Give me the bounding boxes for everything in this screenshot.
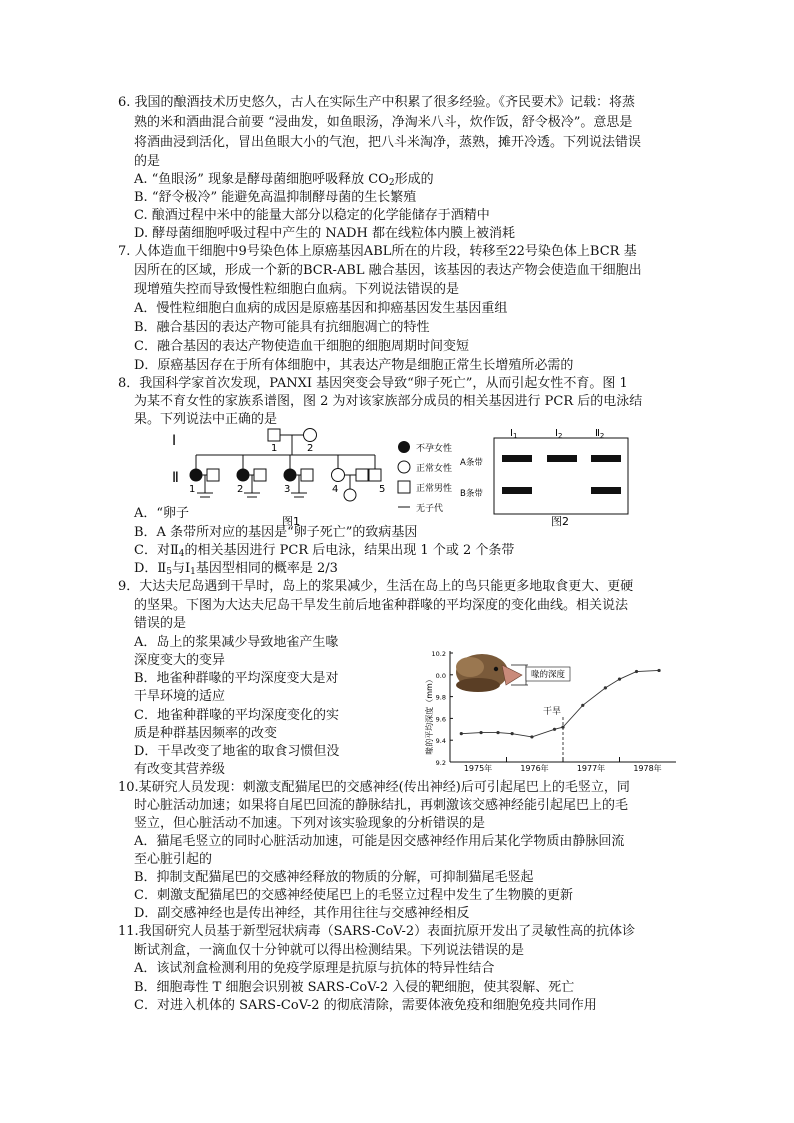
gen1-female xyxy=(304,429,317,442)
q10-option-b: B．抑制支配猫尾巴的交感神经释放的物质的分解，可抑制猫尾毛竖起 xyxy=(134,870,534,885)
generation-label-1: Ⅰ xyxy=(172,433,177,449)
x-tick-label: 1978年 xyxy=(633,764,662,773)
q10-stem-line-1: 10.某研究人员发现：刺激支配猫尾巴的交感神经(传出神经)后可引起尾巴上的毛竖立，同 xyxy=(118,780,630,795)
beak-depth-point xyxy=(530,735,533,738)
beak-depth-point xyxy=(618,678,621,681)
q9-stem-line-2: 的坚果。下图为大达夫尼岛干旱发生前后地雀种群喙的平均深度的变化曲线。相关说法 xyxy=(134,598,629,613)
legend-normal-female-icon xyxy=(398,461,410,473)
q10-option-a-line-1: A．猫尾毛竖立的同时心脏活动加速，可能是因交感神经作用后某化学物质由静脉回流 xyxy=(134,834,625,849)
gen1-male xyxy=(268,429,280,441)
gen2-affected-female-2 xyxy=(237,469,250,482)
x-tick-label: 1976年 xyxy=(520,764,549,773)
gen2-id-3: 3 xyxy=(284,484,291,495)
lane-label-2: $Ⅰ_2$ xyxy=(555,428,563,440)
y-tick-label: 10.2 xyxy=(431,650,446,658)
gen2-id-5: 5 xyxy=(379,484,386,495)
q6-stem-line-3: 将酒曲浸到活化，冒出鱼眼大小的气泡，把八斗米淘净，蒸熟，摊开冷透。下列说法错误 xyxy=(134,135,642,150)
gel-band-a-lane-3 xyxy=(591,455,621,462)
generation-label-2: Ⅱ xyxy=(172,470,179,486)
q9-stem-line-3: 错误的是 xyxy=(134,616,187,631)
gen2-id-4: 4 xyxy=(332,484,339,495)
q11-option-a: A．该试剂盒检测利用的免疫学原理是抗原与抗体的特异性结合 xyxy=(134,961,495,976)
figure-2-caption: 图2 xyxy=(551,515,569,528)
q6-stem-line-4: 的是 xyxy=(134,154,161,169)
pedigree-figure xyxy=(160,425,490,530)
lane-label-3: $Ⅱ_2$ xyxy=(595,428,605,440)
q9-option-d-line-2: 有改变其营养级 xyxy=(134,762,226,777)
electrophoresis-figure xyxy=(458,424,638,530)
beak-depth-point xyxy=(561,726,564,729)
gen1-id-2: 2 xyxy=(307,443,314,454)
q9-option-a-line-1: A．岛上的浆果减少导致地雀产生喙 xyxy=(134,635,339,650)
q10-stem-line-3: 竖立，但心脏活动不加速。下列对该实验现象的分析错误的是 xyxy=(134,816,486,831)
beak-depth-point xyxy=(604,686,607,689)
gen2-male-spouse-3 xyxy=(301,469,313,481)
legend-no-offspring: 无子代 xyxy=(416,504,444,514)
q8-stem-line-1: 8．我国科学家首次发现，PANXI 基因突变会导致“卵子死亡”，从而引起女性不育。图 1 xyxy=(118,376,628,391)
gen1-id-1: 1 xyxy=(271,443,278,454)
figure-1-caption: 图1 xyxy=(282,515,300,528)
q9-option-b-line-1: B．地雀种群喙的平均深度变大是对 xyxy=(134,671,339,686)
gel-frame xyxy=(494,438,628,514)
beak-depth-point xyxy=(581,704,584,707)
q11-option-b: B．细胞毒性 T 细胞会识别被 SARS-CoV-2 入侵的靶细胞，使其裂解、死亡 xyxy=(134,980,575,995)
q10-stem-line-2: 时心脏活动加速；如果将自尾巴回流的静脉结扎，再刺激该交感神经能引起尾巴上的毛 xyxy=(134,798,629,813)
q11-stem-line-1: 11.我国研究人员基于新型冠状病毒（SARS-CoV-2）表面抗原开发出了灵敏性高的抗体诊 xyxy=(118,924,636,939)
q6-option-b: B. “舒令极冷” 能避免高温抑制酵母菌的生长繁殖 xyxy=(134,190,417,205)
q7-option-d: D．原癌基因存在于所有体细胞中，其表达产物是细胞正常生长增殖所必需的 xyxy=(134,358,574,373)
q7-stem-line-2: 因所在的区域，形成一个新的BCR-ABL 融合基因，该基因的表达产物会使造血干细胞出 xyxy=(134,263,642,278)
legend-normal-male: 正常男性 xyxy=(416,484,453,494)
y-axis-label: 喙的平均深度（mm） xyxy=(425,675,434,755)
x-tick-label: 1977年 xyxy=(576,764,606,773)
lane-label-1: $Ⅰ_1$ xyxy=(510,428,518,440)
q7-option-a: A．慢性粒细胞白血病的成因是原癌基因和抑癌基因发生基因重组 xyxy=(134,301,508,316)
gen2-male-spouse-2 xyxy=(254,469,266,481)
q9-option-b-line-2: 干旱环境的适应 xyxy=(134,689,226,704)
bird-head-illustration xyxy=(456,654,522,692)
gel-band-a-lane-2 xyxy=(547,455,577,462)
q7-option-c: C．融合基因的表达产物使造血干细胞的细胞周期时间变短 xyxy=(134,339,469,354)
gen2-male-5 xyxy=(369,469,381,481)
gen2-affected-female-3 xyxy=(284,469,297,482)
beak-depth-point xyxy=(460,732,463,735)
q9-stem-line-1: 9．大达夫尼岛遇到干旱时，岛上的浆果减少，生活在岛上的鸟只能更多地取食更大、更硬 xyxy=(118,579,634,594)
q9-option-d-line-1: D．干旱改变了地雀的取食习惯但没 xyxy=(134,744,340,759)
q8-option-b: B．A 条带所对应的基因是“卵子死亡”的致病基因 xyxy=(134,525,418,540)
gel-band-b-lane-3 xyxy=(591,487,621,494)
legend-affected-female: 不孕女性 xyxy=(416,444,453,454)
gen2-normal-male-spouse xyxy=(356,469,368,481)
y-tick-label: 9.6 xyxy=(435,715,446,724)
y-tick-label: 9.4 xyxy=(435,737,446,746)
q9-option-c-line-2: 质是种群基因频率的改变 xyxy=(134,726,278,741)
beak-depth-chart xyxy=(410,645,680,775)
legend-affected-female-icon xyxy=(398,441,410,453)
beak-depth-point xyxy=(479,731,482,734)
y-tick-label: 9.8 xyxy=(435,693,446,702)
q6-stem-line-2: 熟的米和酒曲混合前要 “浸曲发，如鱼眼汤，净淘米八斗，炊作饭，舒令极冷”。意思是 xyxy=(134,115,633,130)
q6-option-d: D. 酵母菌细胞呼吸过程中产生的 NADH 都在线粒体内膜上被消耗 xyxy=(134,226,516,241)
q10-option-a-line-2: 至心脏引起的 xyxy=(134,852,213,867)
beak-depth-point xyxy=(496,731,499,734)
legend-normal-male-icon xyxy=(398,481,410,493)
q8-option-d: D．$Ⅱ_5$与$Ⅰ_1$基因型相同的概率是 2/3 xyxy=(134,561,338,577)
gel-band-b-lane-1 xyxy=(502,487,532,494)
q8-option-c: C．对$Ⅱ_4$的相关基因进行 PCR 后电泳，结果出现 1 个或 2 个条带 xyxy=(134,543,515,559)
gel-band-a-lane-1 xyxy=(502,455,532,462)
beak-depth-point xyxy=(553,728,556,731)
q9-option-a-line-2: 深度变大的变异 xyxy=(134,653,226,668)
band-label-b: B条带 xyxy=(460,489,483,499)
q9-option-c-line-1: C．地雀种群喙的平均深度变化的实 xyxy=(134,708,339,723)
q11-option-c: C．对进入机体的 SARS-CoV-2 的彻底清除，需要体液免疫和细胞免疫共同作用 xyxy=(134,998,597,1013)
gen2-male-spouse-1 xyxy=(207,469,219,481)
q11-stem-line-2: 断试剂盒，一滴血仅十分钟就可以得出检测结果。下列说法错误的是 xyxy=(134,943,525,958)
y-tick-label: 9.2 xyxy=(435,759,446,767)
x-tick-label: 1975年 xyxy=(463,764,493,773)
gen2-normal-female xyxy=(332,469,345,482)
q8-stem-line-3: 果。下列说法中正确的是 xyxy=(134,412,278,427)
gen2-affected-female-1 xyxy=(190,469,203,482)
q7-stem-line-3: 现增殖失控而导致慢性粒细胞白血病。下列说法错误的是 xyxy=(134,282,460,297)
q6-stem-line-1: 6. 我国的酿酒技术历史悠久，古人在实际生产中积累了很多经验。《齐民要术》记载：将蒸 xyxy=(118,95,636,110)
beak-depth-point xyxy=(657,669,660,672)
band-label-a: A条带 xyxy=(460,458,483,468)
gen3-female xyxy=(344,489,356,501)
drought-annotation: 干旱 xyxy=(543,707,562,717)
q6-option-c: C. 酿酒过程中米中的能量大部分以稳定的化学能储存于酒精中 xyxy=(134,208,490,223)
beak-depth-point xyxy=(635,670,638,673)
q8-option-a: A．“卵子 xyxy=(134,506,190,521)
q7-stem-line-1: 7. 人体造血干细胞中9号染色体上原癌基因ABL所在的片段，转移至22号染色体上BCR 基 xyxy=(118,244,637,259)
q8-stem-line-2: 为某不育女性的家族系谱图，图 2 为对该家族部分成员的相关基因进行 PCR 后的电泳结 xyxy=(134,394,643,409)
gen2-id-2: 2 xyxy=(237,484,244,495)
y-tick-label: 0.0 xyxy=(435,671,446,680)
beak-depth-point xyxy=(511,732,514,735)
q7-option-b: B．融合基因的表达产物可能具有抗细胞凋亡的特性 xyxy=(134,320,430,335)
beak-depth-annotation: 喙的深度 xyxy=(531,670,566,680)
q6-option-a: A. “鱼眼汤” 现象是酵母菌细胞呼吸释放 $CO_2$形成的 xyxy=(134,172,434,188)
legend-normal-female: 正常女性 xyxy=(416,464,453,474)
q10-option-c: C．刺激支配猫尾巴的交感神经使尾巴上的毛竖立过程中发生了生物膜的更新 xyxy=(134,888,573,903)
q10-option-d: D．副交感神经也是传出神经，其作用往往与交感神经相反 xyxy=(134,906,470,921)
gen2-id-1: 1 xyxy=(189,484,196,495)
